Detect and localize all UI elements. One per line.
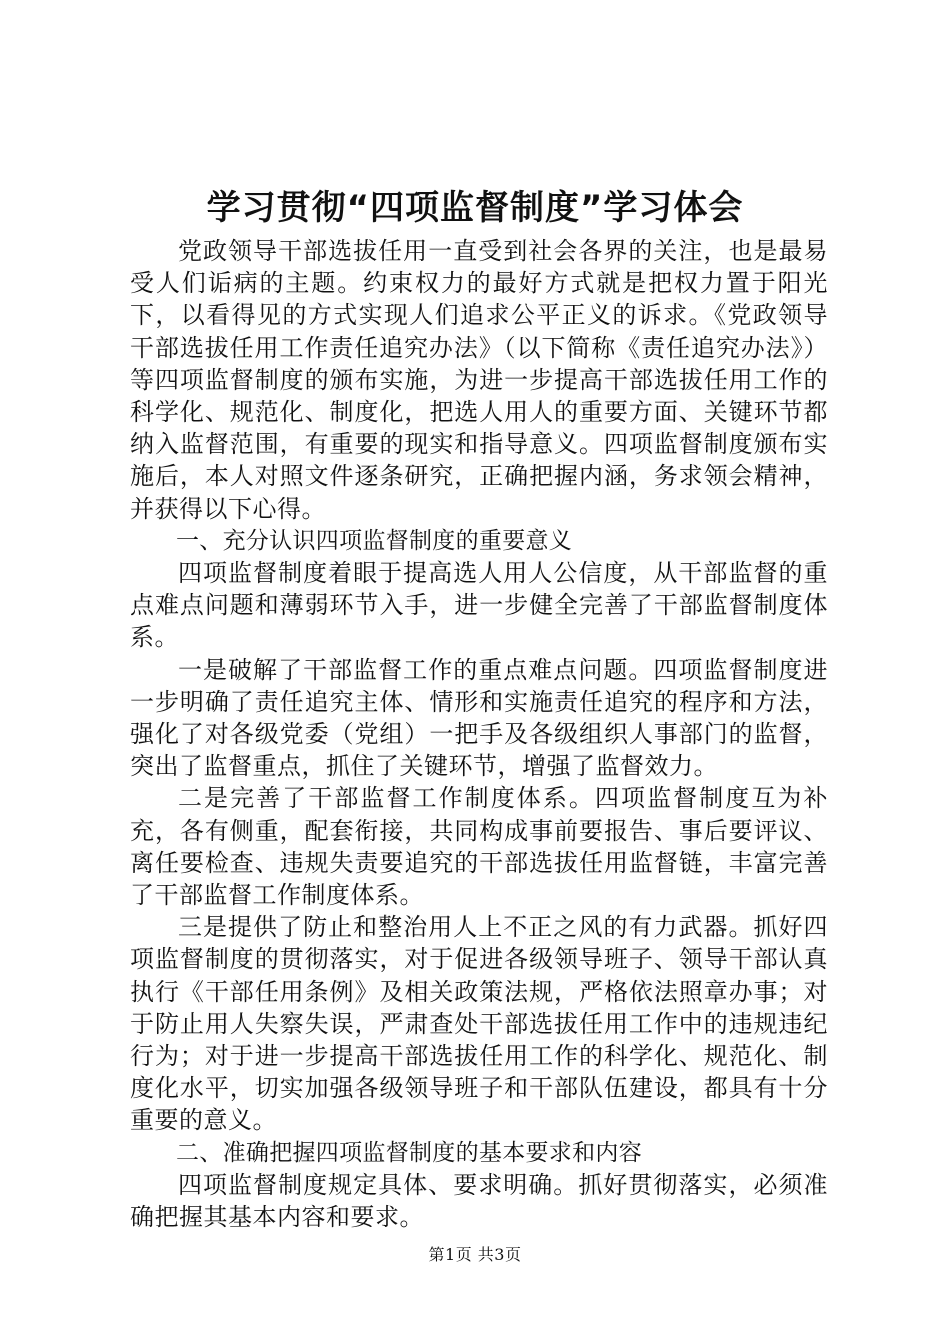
paragraph-point-2: 二是完善了干部监督工作制度体系。四项监督制度互为补充，各有侧重，配套衔接，共同构成事前要报告、事后要评议、离任要检查、违规失责要追究的干部选拔任用监督链，丰富完善了干部监督工作制度体系。 [130,784,828,910]
page-number-footer: 第1页 共3页 [428,1245,522,1264]
paragraph-point-3: 三是提供了防止和整治用人上不正之风的有力武器。抓好四项监督制度的贯彻落实，对于促进各级领导班子、领导干部认真执行《干部任用条例》及相关政策法规，严格依法照章办事；对于防止用人失察失误，严肃查处干部选拔任用工作中的违规违纪行为；对于进一步提高干部选拔任用工作的科学化、规范化、制度化水平，切实加强各级领导班子和干部队伍建设，都具有十分重要的意义。 [130,913,828,1135]
paragraph-point-1: 一是破解了干部监督工作的重点难点问题。四项监督制度进一步明确了责任追究主体、情形和实施责任追究的程序和方法，强化了对各级党委（党组）一把手及各级组织人事部门的监督，突出了监督重点，抓住了关键环节，增强了监督效力。 [130,655,828,781]
document-title: 学习贯彻“四项监督制度”学习体会 [206,188,744,228]
section-heading-2: 二、准确把握四项监督制度的基本要求和内容 [176,1139,642,1166]
paragraph-section1-summary: 四项监督制度着眼于提高选人用人公信度，从干部监督的重点难点问题和薄弱环节入手，进一步健全完善了干部监督制度体系。 [130,559,828,652]
section-heading-1: 一、充分认识四项监督制度的重要意义 [176,527,573,554]
document-body [130,235,828,1233]
paragraph-section2-summary: 四项监督制度规定具体、要求明确。抓好贯彻落实，必须准确把握其基本内容和要求。 [130,1170,828,1232]
paragraph-intro: 党政领导干部选拔任用一直受到社会各界的关注，也是最易受人们诟病的主题。约束权力的最好方式就是把权力置于阳光下，以看得见的方式实现人们追求公平正义的诉求。《党政领导干部选拔任用工作责任追究办法》（以下简称《责任追究办法》）等四项监督制度的颁布实施，为进一步提高干部选拔任用工作的科学化、规范化、制度化，把选人用人的重要方面、关键环节都纳入监督范围，有重要的现实和指导意义。四项监督制度颁布实施后，本人对照文件逐条研究，正确把握内涵，务求领会精神，并获得以下心得。 [130,237,828,523]
